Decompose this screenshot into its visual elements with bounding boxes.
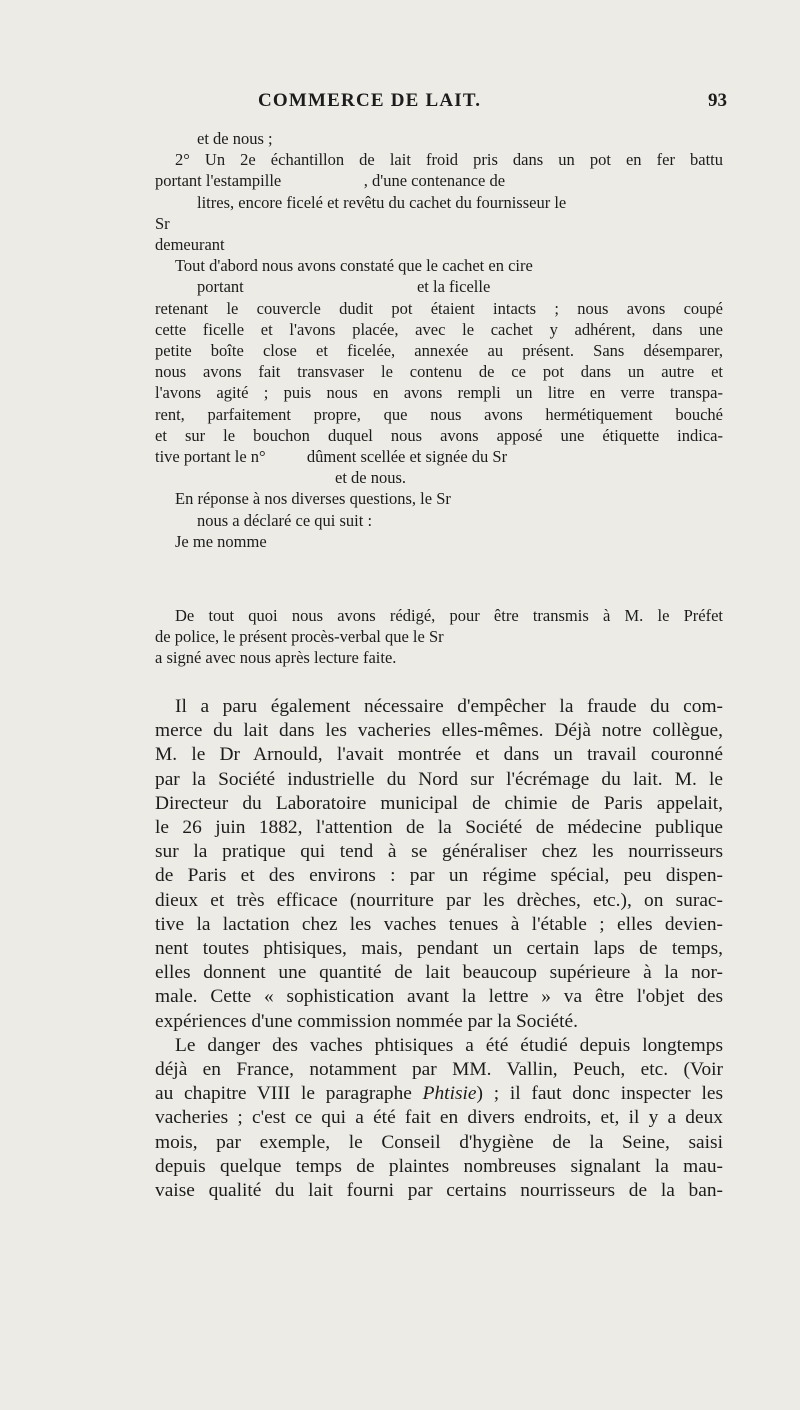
text-line: tive la lactation chez les vaches tenues à l'étable ; elles devien- — [155, 913, 723, 935]
proces-verbal-closing — [155, 605, 723, 669]
form-line: nous a déclaré ce qui suit : — [197, 510, 373, 530]
text-line: vacheries ; c'est ce qui a été fait en divers endroits, et, il y a deux — [155, 1107, 723, 1129]
text-line — [155, 1082, 723, 1106]
form-line: tive portant le n° dûment scellée et signée du Sr — [155, 447, 508, 467]
text-line: male. Cette « sophistication avant la lettre » va être l'objet des — [155, 986, 723, 1008]
form-line: a signé avec nous après lecture faite. — [155, 648, 397, 668]
text-line: depuis quelque temps de plaintes nombreuses signalant la mau- — [155, 1155, 723, 1177]
text-line: elles donnent une quantité de lait beaucoup supérieure à la nor- — [155, 962, 723, 984]
form-line: De tout quoi nous avons rédigé, pour être transmis à M. le Préfet — [175, 606, 723, 625]
form-line: litres, encore ficelé et revêtu du cachet du fournisseur le — [197, 192, 567, 212]
text-line: sur la pratique qui tend à se généraliser chez les nourrisseurs — [155, 841, 723, 863]
form-line: 2° Un 2e échantillon de lait froid pris dans un pot en fer battu — [175, 150, 723, 170]
running-title: COMMERCE DE LAIT. — [258, 90, 482, 111]
text-line: M. le Dr Arnould, l'avait montrée et dans un travail couronné — [155, 744, 723, 766]
body-text — [155, 695, 723, 1203]
text-line: expériences d'une commission nommée par la Société. — [155, 1010, 578, 1032]
form-line: et sur le bouchon duquel nous avons apposé une étiquette indica- — [155, 425, 723, 445]
text-line: merce du lait dans les vacheries elles-mêmes. Déjà notre collègue, — [155, 720, 723, 742]
text-line: le 26 juin 1882, l'attention de la Société de médecine publique — [155, 817, 723, 839]
form-line-text: portant l'estampille , d'une contenance de — [155, 171, 506, 191]
text-line: déjà en France, notamment par MM. Vallin, Peuch, etc. (Voir — [155, 1059, 723, 1081]
form-line — [155, 170, 723, 191]
form-line: retenant le couvercle dudit pot étaient intacts ; nous avons coupé — [155, 298, 723, 318]
form-line: cette ficelle et l'avons placée, avec le cachet y adhérent, dans une — [155, 319, 723, 339]
text-line: Il a paru également nécessaire d'empêcher la fraude du com- — [175, 696, 723, 717]
form-line: demeurant — [155, 235, 225, 255]
text-line: Directeur du Laboratoire municipal de chimie de Paris appelait, — [155, 792, 723, 814]
text-line: nent toutes phtisiques, mais, pendant un certain laps de temps, — [155, 938, 723, 960]
form-line: portant et la ficelle — [197, 277, 491, 297]
text-run: ) ; il faut donc inspecter les — [476, 1083, 723, 1105]
form-line: l'avons agité ; puis nous en avons rempli un litre en verre transpa- — [155, 383, 723, 403]
proces-verbal-form — [155, 128, 723, 552]
text-line: mois, par exemple, le Conseil d'hygiène de la Seine, saisi — [155, 1131, 723, 1153]
text-line: de Paris et des environs : par un régime spécial, peu dispen- — [155, 865, 723, 887]
form-line: petite boîte close et ficelée, annexée au présent. Sans désemparer, — [155, 341, 723, 361]
form-line: Je me nomme — [175, 531, 267, 551]
form-line: En réponse à nos diverses questions, le Sr — [175, 489, 451, 509]
text-line: par la Société industrielle du Nord sur l'écrémage du lait. M. le — [155, 768, 723, 790]
text-line: vaise qualité du lait fourni par certains nourrisseurs de la ban- — [155, 1180, 723, 1202]
form-line: rent, parfaitement propre, que nous avons hermétiquement bouché — [155, 404, 723, 424]
italic-term: Phtisie — [422, 1083, 477, 1105]
form-line: Tout d'abord nous avons constaté que le cachet en cire — [175, 256, 533, 276]
form-line: et de nous. — [335, 468, 407, 488]
page-header — [0, 90, 800, 120]
form-line: de police, le présent procès-verbal que le Sr — [155, 627, 444, 647]
text-run: au chapitre VIII le paragraphe — [155, 1083, 423, 1105]
form-line: nous avons fait transvaser le contenu de ce pot dans un autre et — [155, 362, 723, 382]
form-line: Sr — [155, 213, 170, 233]
text-line: dieux et très efficace (nourriture par les drèches, etc.), on surac- — [155, 889, 723, 911]
form-line: et de nous ; — [197, 129, 273, 148]
page-number: 93 — [708, 90, 727, 111]
text-line: Le danger des vaches phtisiques a été étudié depuis longtemps — [175, 1034, 723, 1056]
